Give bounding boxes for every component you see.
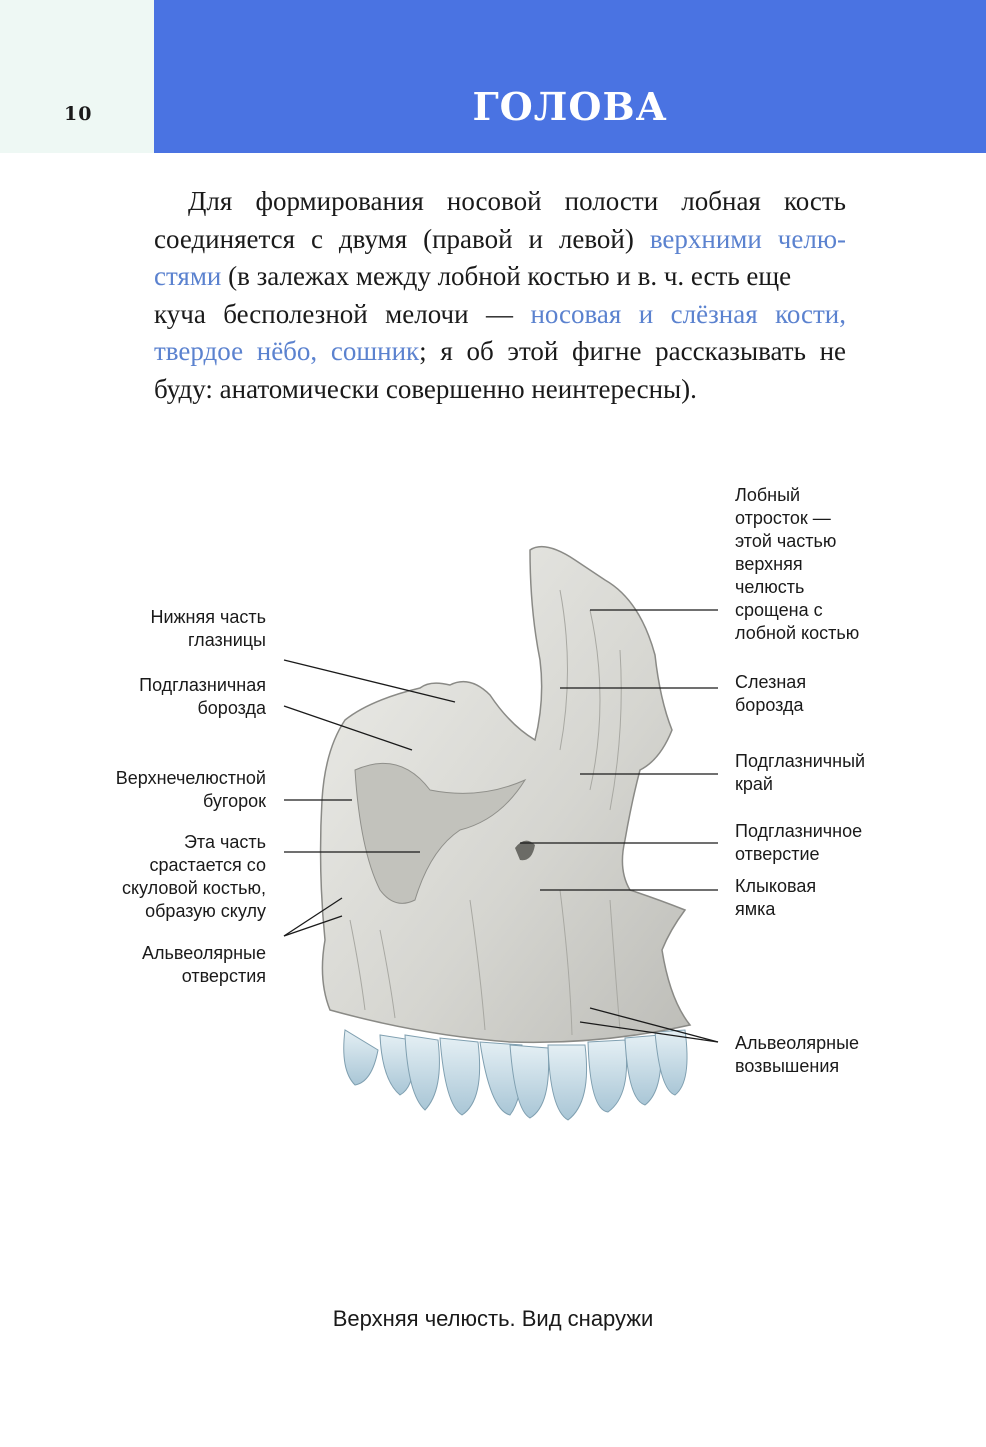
label-line: Клыковая [735,876,817,896]
label-line: борозда [197,698,266,718]
label-lacrimal-groove [735,671,806,717]
text-run: куча бесполезной мелочи — [154,298,531,329]
label-line: этой частью [735,531,837,551]
paragraph-line [154,221,846,259]
label-line: Подглазничное [735,821,863,841]
figure-caption: Верхняя челюсть. Вид снаружи [332,1306,654,1331]
label-line: бугорок [203,791,266,811]
body-paragraph [154,183,846,408]
label-line: Альвеолярные [141,943,266,963]
label-line: отросток — [735,508,831,528]
text-run: (в залежах между лобной костью и в. ч. есть еще [221,261,792,291]
chapter-title: ГОЛОВА [472,84,668,129]
label-line: Альвеолярные [735,1033,860,1053]
paragraph-line [154,258,846,296]
label-line: отверстие [735,844,820,864]
highlight-term: верхними челю- [649,223,846,254]
text-run: соединяется с двумя (правой и левой) [154,223,650,254]
text-run: Для формирования носовой полости лобная кость [188,186,846,216]
paragraph-line [154,183,846,221]
paragraph-line [154,333,846,371]
label-line: верхняя [735,554,803,574]
label-line: ямка [735,899,776,919]
label-line: борозда [735,695,804,715]
label-line: Лобный [735,485,801,505]
label-canine-fossa [735,875,816,921]
label-frontal-process [735,484,859,645]
highlight-term: носовая и слёзная кости, [530,298,846,329]
label-infraorbital-groove [60,674,266,720]
label-line: челюсть [735,577,805,597]
label-line: Нижняя часть [150,607,266,627]
label-line: скуловой костью, [121,878,266,898]
label-line: Верхнечелюстной [115,768,266,788]
text-run: ; я об этой фигне рассказывать не [419,336,847,366]
highlight-term: твердое нёбо, сошник [154,336,420,366]
label-alveolar-foramina [60,942,266,988]
paragraph-line [154,296,846,334]
label-line: возвышения [735,1056,840,1076]
teeth [344,1030,687,1120]
label-line: образую скулу [145,901,266,921]
label-zygomatic-part [60,831,266,923]
label-orbit-floor [60,606,266,652]
text-run: буду: анатомически совершенно неинтересны). [154,373,697,404]
label-line: Подглазничная [139,675,266,695]
chapter-header [154,0,986,153]
label-line: глазницы [188,630,266,650]
label-line: Подглазничный [735,751,866,771]
label-line: Слезная [735,672,807,692]
page-number-box [0,0,154,153]
label-line: Эта часть [183,832,266,852]
maxilla-figure [0,470,986,1150]
label-infraorbital-foramen [735,820,862,866]
label-line: отверстия [181,966,266,986]
label-alveolar-yokes [735,1032,859,1078]
label-line: лобной костью [735,623,860,643]
paragraph-line [154,371,846,409]
page-number: 10 [64,103,93,125]
highlight-term: стями [154,261,222,291]
label-line: край [735,774,773,794]
label-line: срастается со [149,855,266,875]
label-infraorbital-margin [735,750,865,796]
label-line: срощена с [735,600,823,620]
label-maxillary-tuber [60,767,266,813]
